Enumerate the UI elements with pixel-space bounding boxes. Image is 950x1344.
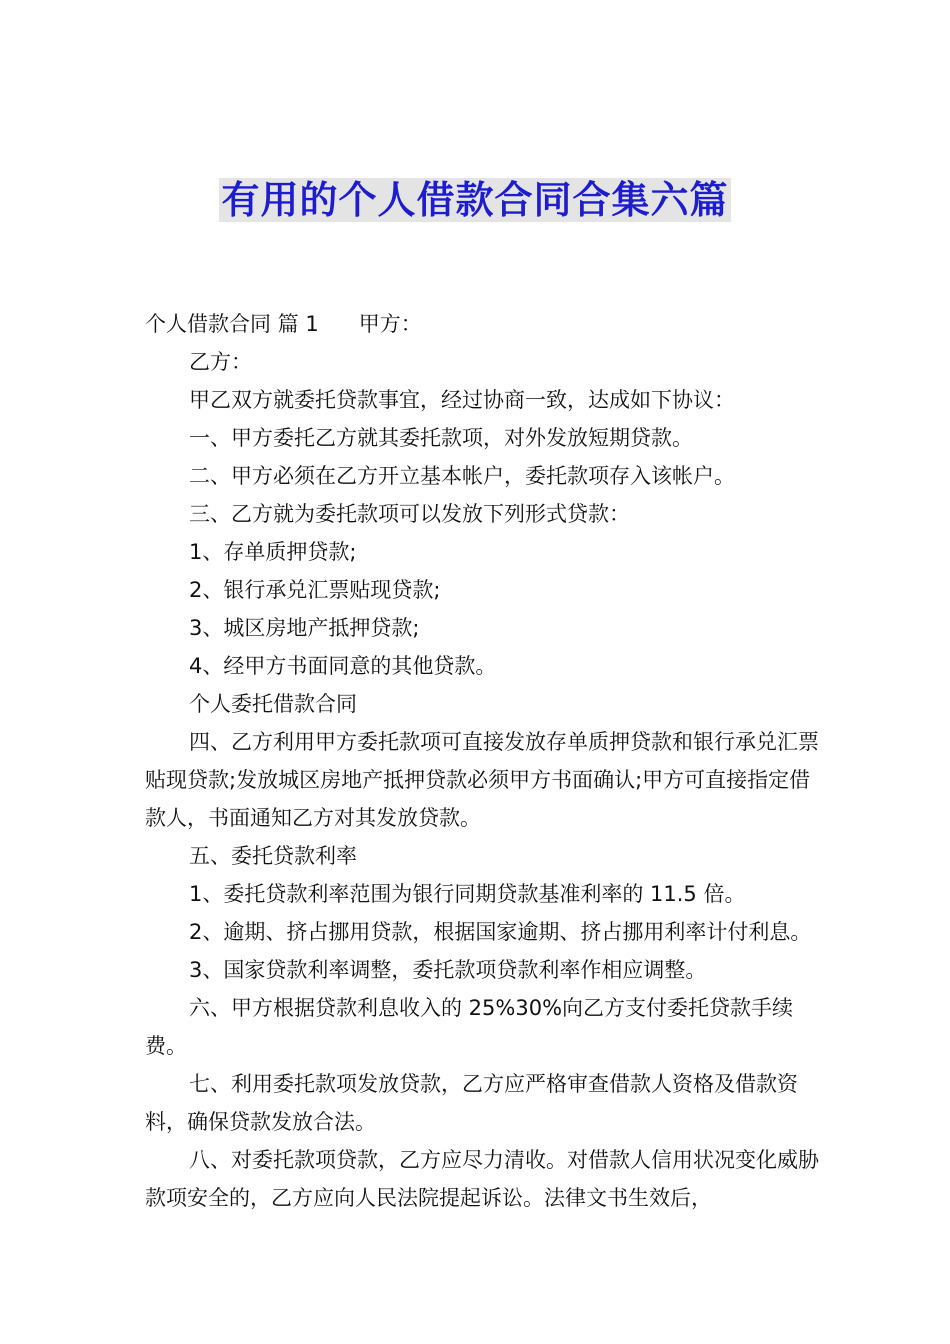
- paragraph: 六、甲方根据贷款利息收入的 25%30%向乙方支付委托贷款手续费。: [145, 996, 794, 1058]
- paragraph: 4、经甲方书面同意的其他贷款。: [189, 654, 497, 678]
- party-a-label: 甲方：: [358, 312, 422, 336]
- paragraph: 二、甲方必须在乙方开立基本帐户，委托款项存入该帐户。: [189, 464, 735, 488]
- paragraph: 四、乙方利用甲方委托款项可直接发放存单质押贷款和银行承兑汇票贴现贷款;发放城区房地产抵押贷款必须甲方书面确认;甲方可直接指定借款人，书面通知乙方对其发放贷款。: [145, 730, 819, 830]
- document-title: 有用的个人借款合同合集六篇: [221, 178, 729, 222]
- paragraph: 个人委托借款合同: [189, 692, 357, 716]
- paragraph: 三、乙方就为委托款项可以发放下列形式贷款：: [189, 502, 630, 526]
- paragraph: 乙方：: [189, 350, 252, 374]
- paragraph: 甲乙双方就委托贷款事宜，经过协商一致，达成如下协议：: [189, 388, 735, 412]
- paragraph: 3、城区房地产抵押贷款;: [189, 616, 420, 640]
- paragraph: 七、利用委托款项发放贷款，乙方应严格审查借款人资格及借款资料，确保贷款发放合法。: [145, 1072, 798, 1134]
- paragraph: 1、存单质押贷款;: [189, 540, 357, 564]
- paragraph: 一、甲方委托乙方就其委托款项，对外发放短期贷款。: [189, 426, 693, 450]
- section-heading: 个人借款合同 篇 1: [145, 312, 319, 336]
- paragraph: 八、对委托款项贷款，乙方应尽力清收。对借款人信用状况变化威胁款项安全的，乙方应向人民法院提起诉讼。法律文书生效后，: [145, 1148, 819, 1210]
- title-container: [0, 178, 950, 222]
- paragraph: 五、委托贷款利率: [189, 844, 357, 868]
- paragraph: 2、银行承兑汇票贴现贷款;: [189, 578, 441, 602]
- paragraph: 3、国家贷款利率调整，委托款项贷款利率作相应调整。: [189, 958, 707, 982]
- document-body: [145, 305, 825, 1217]
- paragraph: 1、委托贷款利率范围为银行同期贷款基准利率的 11.5 倍。: [189, 882, 746, 906]
- heading-line: [145, 305, 825, 343]
- paragraph: 2、逾期、挤占挪用贷款，根据国家逾期、挤占挪用利率计付利息。: [189, 920, 812, 944]
